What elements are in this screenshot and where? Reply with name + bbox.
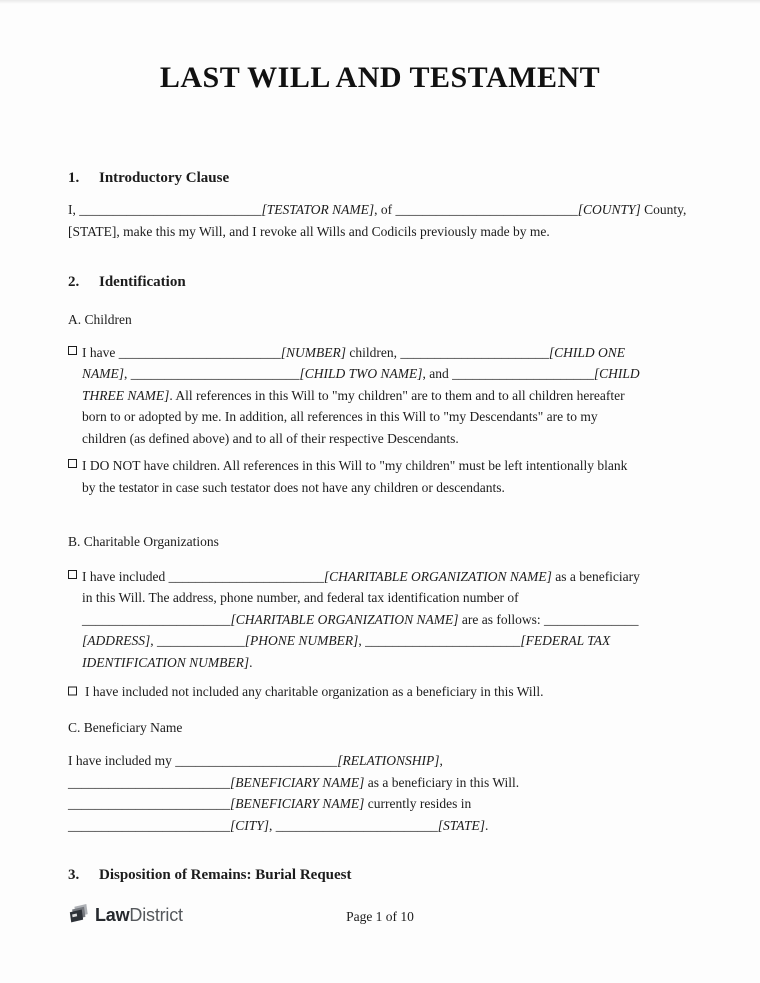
- blank-field: ________________________: [68, 774, 230, 790]
- text-run: .: [249, 654, 253, 670]
- text-run: .: [485, 817, 489, 833]
- placeholder-text: [STATE]: [437, 817, 486, 833]
- text-run: born to or adopted by me. In addition, all references in this Will to "my Descendants" are to my: [82, 409, 598, 424]
- text-run: ,: [150, 633, 157, 648]
- placeholder-text: [CHARITABLE ORGANIZATION NAME]: [230, 611, 459, 627]
- text-run: as a beneficiary in this Will.: [364, 774, 520, 790]
- placeholder-text: [BENEFICIARY NAME]: [230, 796, 365, 811]
- paragraph-line: [68, 199, 692, 221]
- placeholder-text: [PHONE NUMBER]: [244, 633, 359, 648]
- blank-field: ______________________: [82, 611, 231, 627]
- text-run: I have: [82, 344, 119, 360]
- paragraph: [68, 199, 692, 242]
- section-heading: [68, 168, 692, 189]
- blank-field: _________________________: [130, 366, 300, 381]
- paragraph-line: [82, 428, 692, 450]
- text-run: I have included: [82, 568, 169, 584]
- text-run: I have included not included any charitable organization as a beneficiary in this Will.: [85, 684, 544, 699]
- page-footer: [68, 901, 692, 931]
- checkbox: [68, 687, 77, 696]
- text-run: ,: [124, 366, 131, 381]
- subsection-heading: B. Charitable Organizations: [68, 534, 219, 549]
- section-number: 1.: [68, 170, 80, 186]
- paragraph: [68, 455, 692, 498]
- paragraph-line: [82, 587, 692, 609]
- text-run: I,: [68, 202, 80, 217]
- text-run: in this Will. The address, phone number, and federal tax identification number of: [82, 590, 519, 605]
- text-run: children,: [345, 344, 401, 360]
- section-heading-label: Identification: [99, 274, 186, 290]
- text-run: ,: [269, 817, 276, 833]
- text-run: are as follows:: [458, 611, 544, 627]
- text-run: , and: [422, 366, 453, 381]
- paragraph-line: [68, 793, 692, 815]
- paragraph-line: [82, 609, 692, 631]
- placeholder-text: [CHARITABLE ORGANIZATION NAME]: [323, 568, 552, 584]
- paragraph-line: [68, 750, 692, 772]
- placeholder-text: [FEDERAL TAX: [520, 633, 611, 648]
- paragraph-line: [82, 630, 692, 652]
- paragraph-line: [82, 385, 692, 407]
- paragraph-line: [68, 681, 692, 703]
- blank-field: ______________: [543, 611, 639, 627]
- blank-field: ________________________: [175, 753, 338, 768]
- blank-field: _____________________: [452, 366, 594, 381]
- text-run: I DO NOT have children. All references in this Will to "my children" must be left intentionally blank: [82, 458, 628, 473]
- placeholder-text: [BENEFICIARY NAME]: [230, 774, 365, 790]
- text-run: I have included my: [68, 753, 176, 768]
- blank-field: ______________________: [400, 344, 549, 360]
- placeholder-text: IDENTIFICATION NUMBER]: [82, 654, 250, 670]
- checkbox: [68, 570, 77, 579]
- paragraph-line: [82, 566, 692, 588]
- text-run: as a beneficiary: [551, 568, 640, 584]
- document-body: [68, 168, 692, 886]
- placeholder-text: [NUMBER]: [280, 344, 346, 360]
- placeholder-text: NAME]: [82, 366, 124, 381]
- paragraph-line: [82, 342, 692, 364]
- text-run: ,: [358, 633, 366, 648]
- placeholder-text: [RELATIONSHIP]: [337, 753, 440, 768]
- blank-field: _____________: [157, 633, 245, 648]
- section-heading-label: Introductory Clause: [99, 170, 230, 186]
- placeholder-text: [ADDRESS]: [82, 633, 151, 648]
- blank-field: ________________________: [275, 817, 438, 833]
- blank-field: ___________________________: [395, 202, 578, 217]
- paragraph-line: [82, 652, 692, 674]
- paragraph-line: [82, 406, 692, 428]
- section-number: 3.: [68, 867, 80, 883]
- blank-field: ________________________: [68, 817, 230, 833]
- paragraph: [68, 342, 692, 450]
- placeholder-text: [CHILD: [593, 366, 640, 381]
- text-run: . All references in this Will to "my children" are to them and to all children hereafter: [169, 387, 625, 403]
- blank-field: ___________________________: [79, 202, 262, 217]
- section-number: 2.: [68, 274, 80, 290]
- paragraph-line: [68, 815, 692, 837]
- placeholder-text: THREE NAME]: [82, 387, 170, 403]
- paragraph-line: [68, 221, 692, 243]
- paragraph-line: [68, 772, 692, 794]
- paragraph-line: [82, 455, 692, 477]
- section-heading: [68, 865, 692, 886]
- page-number: Page 1 of 10: [346, 909, 414, 924]
- paragraph: [68, 750, 692, 836]
- text-run: ,: [439, 753, 443, 768]
- blank-field: ________________________: [68, 796, 230, 811]
- paragraph-line: [82, 363, 692, 385]
- subsection-heading: C. Beneficiary Name: [68, 719, 183, 735]
- placeholder-text: [CHILD ONE: [548, 344, 625, 360]
- document-title: LAST WILL AND TESTAMENT: [159, 61, 601, 94]
- placeholder-text: [TESTATOR NAME]: [261, 202, 375, 217]
- subsection-heading: A. Children: [68, 312, 132, 327]
- blank-field: _______________________: [365, 633, 521, 648]
- placeholder-text: [CHILD TWO NAME]: [299, 366, 423, 381]
- section-heading: [68, 272, 692, 293]
- brand-name-bold: Law: [95, 905, 130, 925]
- text-run: currently resides in: [364, 796, 472, 811]
- section-heading-label: Disposition of Remains: Burial Request: [99, 867, 352, 883]
- placeholder-text: [CITY]: [230, 817, 270, 833]
- text-run: [STATE], make this my Will, and I revoke all Wills and Codicils previously made by me.: [68, 223, 550, 239]
- paragraph: [68, 566, 692, 674]
- paragraph-line: [82, 477, 692, 499]
- text-run: County,: [640, 202, 687, 217]
- blank-field: ________________________: [118, 344, 281, 360]
- brand-name-regular: District: [129, 905, 183, 925]
- text-run: by the testator in case such testator does not have any children or descendants.: [82, 479, 505, 495]
- checkbox: [68, 459, 77, 468]
- text-run: children (as defined above) and to all of their respective Descendants.: [82, 430, 459, 446]
- paragraph: [68, 681, 692, 703]
- checkbox: [68, 346, 77, 355]
- placeholder-text: [COUNTY]: [577, 202, 641, 217]
- text-run: , of: [374, 202, 396, 217]
- blank-field: _______________________: [168, 568, 324, 584]
